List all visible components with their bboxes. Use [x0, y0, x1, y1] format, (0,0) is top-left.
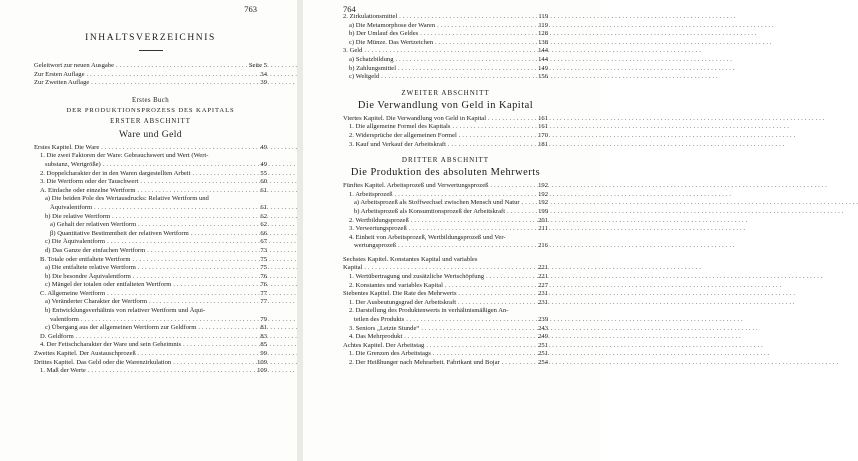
toc-entry: Zur Zweiten Auflage . . . 39: [34, 80, 267, 89]
toc-entry: 3. Die Wertform oder der Tauschwert . . . 60: [34, 179, 267, 188]
toc-entry: valentform . . . 79: [34, 317, 267, 326]
page-number: 763: [244, 4, 257, 14]
toc-entry: b) Der Umlauf des Geldes . . . 128: [343, 31, 548, 40]
toc-entry: Zweites Kapitel. Der Austauschprozeß . . . 99: [34, 351, 267, 360]
toc-entry: 2. Der Heißhunger nach Mehrarbeit. Fabrikant und Bojar . . . 254: [343, 360, 548, 369]
table-of-contents: [34, 12, 267, 377]
toc-title: INHALTSVERZEICHNIS: [85, 33, 216, 43]
toc-entry: β) Quantitative Bestimmtheit der relativen Wertform . . . 66: [34, 231, 267, 240]
toc-entry: c) Die Äquivalentform . . . 67: [34, 239, 267, 248]
toc-entry: 4. Einheit von Arbeitsprozeß, Wertbildungsprozeß und Ver-: [349, 233, 506, 241]
toc-entry: b) Die relative Wertform . . . 62: [34, 214, 267, 223]
toc-entry: a) Die entfaltete relative Wertform . . . 75: [34, 265, 267, 274]
toc-entry: Zur Ersten Auflage . . . 34: [34, 72, 267, 81]
toc-entry: 1. Die Grenzen des Arbeitstags . . . 251: [343, 351, 548, 360]
toc-entry: Äquivalentform . . . 61: [34, 205, 267, 214]
toc-entry: a) Gehalt der relativen Wertform . . . 62: [34, 222, 267, 231]
toc-entry: 1. Die allgemeine Formel des Kapitals . . . 161: [343, 124, 548, 133]
toc-entry: 1. Maß der Werte . . . 109: [34, 368, 267, 377]
toc-entry: b) Arbeitsprozeß als Konsumtionsprozeß der Arbeitskraft . . . 199: [343, 209, 548, 218]
book-title: DER PRODUKTIONSPROZESS DES KAPITALS: [66, 106, 235, 114]
toc-entry: Fünftes Kapitel. Arbeitsprozeß und Verwertungsprozeß . . . 192: [343, 183, 548, 192]
toc-entry: a) Veränderter Charakter der Wertform . . . 77: [34, 299, 267, 308]
toc-entry: c) Mängel der totalen oder entfalteten Wertform . . . 76: [34, 282, 267, 291]
toc-entry: 3. Geld . . . 144: [343, 48, 548, 57]
toc-entry: b) Zahlungsmittel . . . 149: [343, 66, 548, 75]
toc-entry: 3. Verwertungsprozeß . . . 211: [343, 226, 548, 235]
toc-entry: Sechstes Kapitel. Konstantes Kapital und variables: [343, 255, 478, 263]
book-label: Erstes Buch: [131, 96, 170, 104]
toc-entry: c) Die Münze. Das Wertzeichen . . . 138: [343, 40, 548, 49]
toc-entry: 1. Arbeitsprozeß . . . 192: [343, 192, 548, 201]
toc-entry: a) Schatzbildung . . . 144: [343, 57, 548, 66]
toc-entry: d) Das Ganze der einfachen Wertform . . . 73: [34, 248, 267, 257]
toc-entry: a) Die Metamorphose der Waren . . . 119: [343, 23, 548, 32]
toc-entry: Achtes Kapitel. Der Arbeitstag . . . 251: [343, 343, 548, 352]
toc-entry: 2. Konstantes und variables Kapital . . . 227: [343, 283, 548, 292]
toc-entry: substanz, Wertgröße) . . . 49: [34, 162, 267, 171]
title-rule: [139, 50, 163, 51]
toc-entry: wertungsprozeß . . . 216: [343, 243, 548, 252]
toc-entry: Erstes Kapitel. Die Ware . . . 49: [34, 145, 267, 154]
toc-entry: Drittes Kapitel. Das Geld oder die Warenzirkulation . . . 109: [34, 360, 267, 369]
toc-entry: 2. Wertbildungsprozeß . . . 201: [343, 218, 548, 227]
right-page: [303, 0, 600, 461]
toc-entry: 2. Darstellung des Produktenwerts in verhältnismäßigen An-: [349, 307, 509, 315]
toc-entry: C. Allgemeine Wertform . . . 77: [34, 291, 267, 300]
toc-entry: Siebentes Kapitel. Die Rate des Mehrwerts . . . 231: [343, 291, 548, 300]
toc-entry: 4. Der Fetischcharakter der Ware und sein Geheimnis . . . 85: [34, 342, 267, 351]
section-label: ERSTER ABSCHNITT: [110, 117, 191, 125]
toc-entry: 2. Widersprüche der allgemeinen Formel . . . 170: [343, 133, 548, 142]
toc-entry: 3. Kauf und Verkauf der Arbeitskraft . . . 181: [343, 142, 548, 151]
toc-entry: a) Die beiden Pole des Wertausdrucks: Relative Wertform und: [45, 195, 209, 203]
toc-entry: Kapital . . . 221: [343, 265, 548, 274]
toc-entry: Viertes Kapitel. Die Verwandlung von Geld in Kapital . . . 161: [343, 116, 548, 125]
toc-entry: B. Totale oder entfaltete Wertform . . . 75: [34, 257, 267, 266]
toc-entry: Geleitwort zur neuen Ausgabe . . . Seite 5: [34, 63, 267, 72]
toc-entry: 2. Zirkulationsmittel . . . 119: [343, 14, 548, 23]
toc-entry: 2. Doppelcharakter der in den Waren dargestellten Arbeit . . . 55: [34, 171, 267, 180]
page-number: 764: [343, 4, 356, 14]
table-of-contents: [343, 14, 548, 369]
toc-entry: c) Übergang aus der allgemeinen Wertform zur Geldform . . . 81: [34, 325, 267, 334]
toc-entry: a) Arbeitsprozeß als Stoffwechsel zwischen Mensch und Natur . . . 192: [343, 200, 548, 209]
toc-entry: 1. Wertübertragung und zusätzliche Wertschöpfung . . . 221: [343, 274, 548, 283]
section-label: DRITTER ABSCHNITT: [401, 156, 490, 165]
toc-entry: D. Geldform . . . 83: [34, 334, 267, 343]
toc-entry: b) Die besondre Äquivalentform . . . 76: [34, 274, 267, 283]
toc-entry: A. Einfache oder einzelne Wertform . . . 61: [34, 188, 267, 197]
toc-entry: c) Weltgeld . . . 156: [343, 74, 548, 83]
toc-entry: 4. Das Mehrprodukt . . . 249: [343, 334, 548, 343]
toc-entry: teilen des Produkts . . . 239: [343, 317, 548, 326]
toc-entry: 1. Die zwei Faktoren der Ware: Gebrauchswert und Wert (Wert-: [40, 152, 209, 160]
toc-entry: 3. Seniors „Letzte Stunde“ . . . 243: [343, 326, 548, 335]
toc-entry: 1. Der Ausbeutungsgrad der Arbeitskraft . . . 231: [343, 300, 548, 309]
section-title: Die Verwandlung von Geld in Kapital: [357, 99, 534, 111]
section-label: ZWEITER ABSCHNITT: [401, 88, 490, 97]
left-page: [0, 0, 297, 461]
section-title: Ware und Geld: [118, 128, 183, 140]
section-title: Die Produktion des absoluten Mehrwerts: [350, 167, 541, 179]
toc-entry: b) Entwicklungsverhältnis von relativer Wertform und Äqui-: [45, 307, 206, 315]
